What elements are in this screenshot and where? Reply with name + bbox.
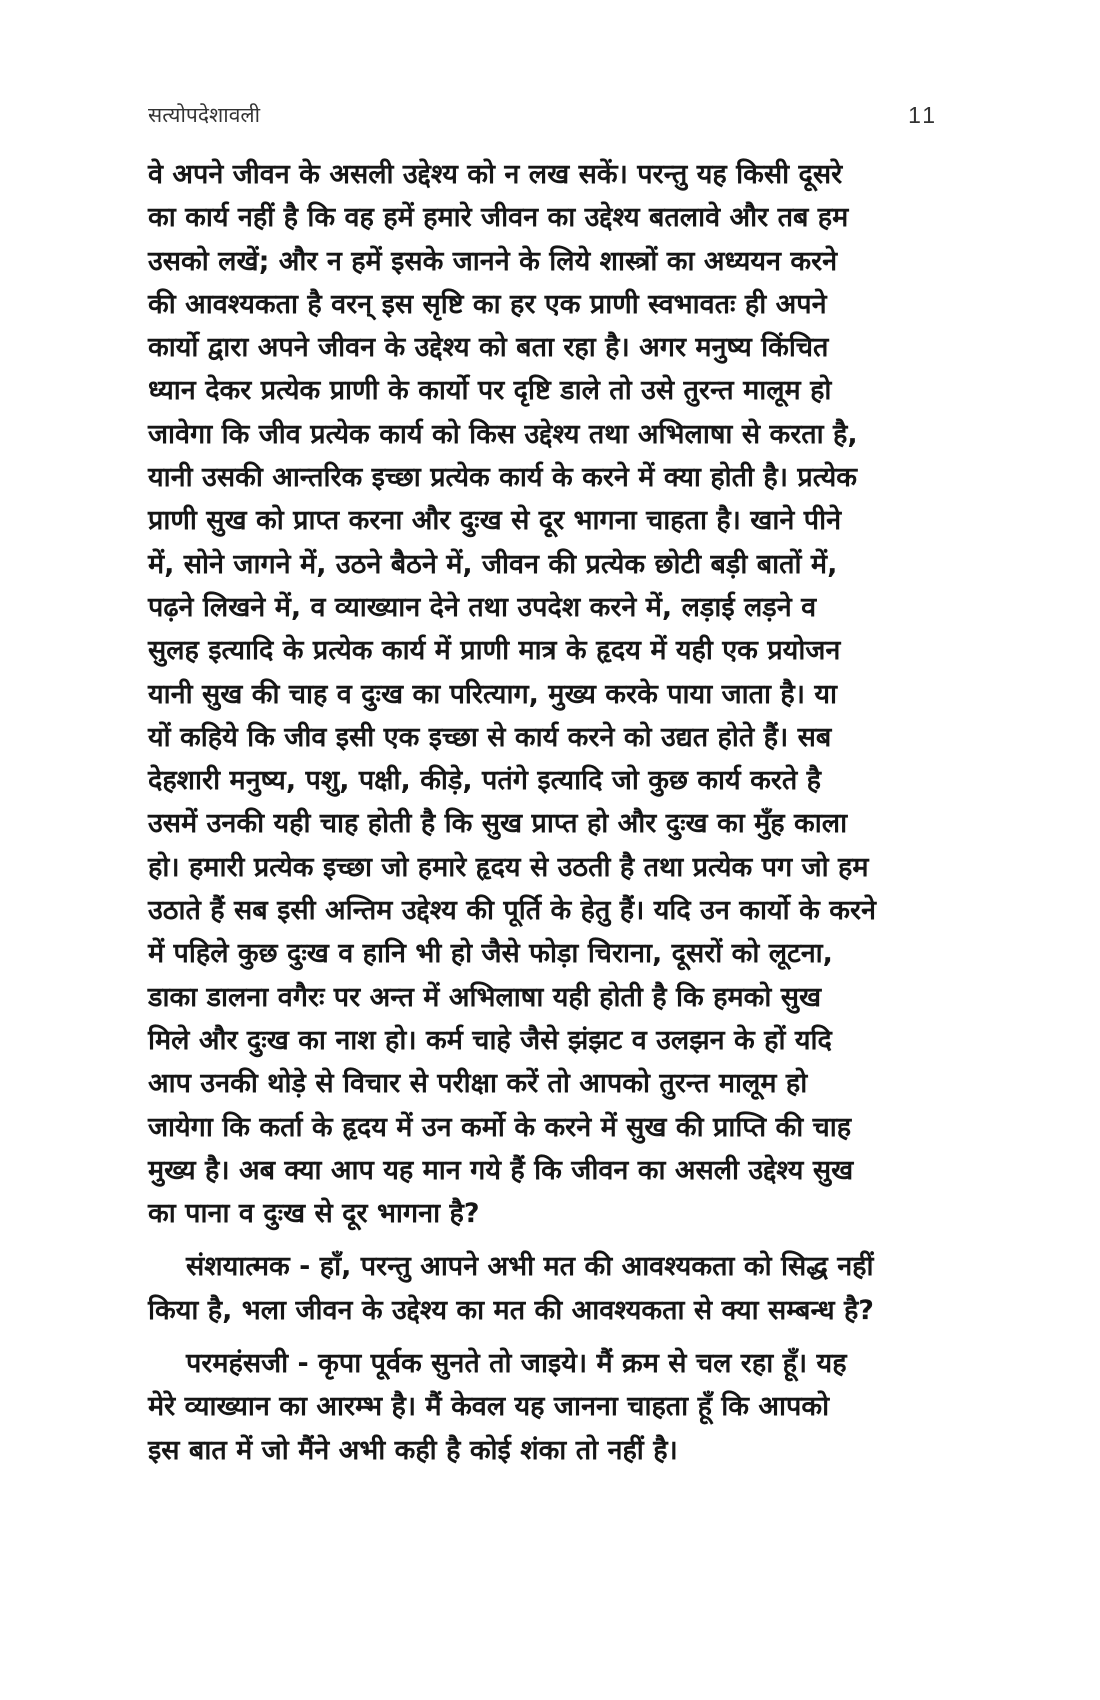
text-line: सुलह इत्यादि के प्रत्येक कार्य में प्राणी मात्र के हृदय में यही एक प्रयोजन: [148, 635, 841, 667]
text-line: जावेगा कि जीव प्रत्येक कार्य को किस उद्देश्य तथा अभिलाषा से करता है,: [148, 418, 858, 450]
text-line: पढ़ने लिखने में, व व्याख्यान देने तथा उपदेश करने में, लड़ाई लड़ने व: [148, 591, 817, 623]
text-line: मुख्य है। अब क्या आप यह मान गये हैं कि जीवन का असली उद्देश्य सुख: [148, 1154, 854, 1186]
text-line: वे अपने जीवन के असली उद्देश्य को न लख सकें। परन्तु यह किसी दूसरे: [148, 159, 843, 190]
paragraph-skeptic: [148, 1245, 938, 1332]
text-line: उसमें उनकी यही चाह होती है कि सुख प्राप्त हो और दुःख का मुँह काला: [148, 808, 848, 840]
text-line: ध्यान देकर प्रत्येक प्राणी के कार्यो पर दृष्टि डाले तो उसे तुरन्त मालूम हो: [148, 375, 832, 407]
text-line: किया है, भला जीवन के उद्देश्य का मत की आवश्यकता से क्या सम्बन्ध है?: [148, 1294, 874, 1326]
text-line: यों कहिये कि जीव इसी एक इच्छा से कार्य करने को उद्यत होते हैं। सब: [148, 721, 832, 753]
text-line: उठाते हैं सब इसी अन्तिम उद्देश्य की पूर्ति के हेतु हैं। यदि उन कार्यो के करने: [148, 895, 876, 927]
text-line: उसको लखें; और न हमें इसके जानने के लिये शास्त्रों का अध्ययन करने: [148, 245, 838, 277]
page-number: 11: [908, 102, 938, 128]
text-line: मेरे व्याख्यान का आरम्भ है। मैं केवल यह जानना चाहता हूँ कि आपको: [148, 1391, 830, 1423]
paragraph-paramhans: [148, 1342, 938, 1472]
text-line: प्राणी सुख को प्राप्त करना और दुःख से दूर भागना चाहता है। खाने पीने: [148, 505, 842, 537]
text-line: देहशारी मनुष्य, पशु, पक्षी, कीड़े, पतंगे इत्यादि जो कुछ कार्य करते है: [148, 765, 822, 797]
text-line: में, सोने जागने में, उठने बैठने में, जीवन की प्रत्येक छोटी बड़ी बातों में,: [148, 548, 838, 580]
text-line: की आवश्यकता है वरन् इस सृष्टि का हर एक प्राणी स्वभावतः ही अपने: [148, 288, 827, 320]
text-line: संशयात्मक - हाँ, परन्तु आपने अभी मत की आवश्यकता को सिद्ध नहीं: [186, 1251, 874, 1283]
text-line: मिले और दुःख का नाश हो। कर्म चाहे जैसे झंझट व उलझन के हों यदि: [148, 1024, 832, 1056]
text-line: डाका डालना वगैरः पर अन्त में अभिलाषा यही होती है कि हमको सुख: [148, 981, 822, 1013]
book-title: सत्योपदेशावली: [148, 103, 261, 127]
text-line: में पहिले कुछ दुःख व हानि भी हो जैसे फोड़ा चिराना, दूसरों को लूटना,: [148, 938, 833, 970]
paragraph-main: [148, 153, 938, 1235]
text-line: हो। हमारी प्रत्येक इच्छा जो हमारे हृदय से उठती है तथा प्रत्येक पग जो हम: [148, 851, 869, 883]
text-line: का कार्य नहीं है कि वह हमें हमारे जीवन का उद्देश्य बतलावे और तब हम: [148, 202, 849, 234]
text-line: परमहंसजी - कृपा पूर्वक सुनते तो जाइये। मैं क्रम से चल रहा हूँ। यह: [186, 1348, 847, 1380]
text-line: इस बात में जो मैंने अभी कही है कोई शंका तो नहीं है।: [148, 1434, 678, 1466]
text-line: यानी उसकी आन्तरिक इच्छा प्रत्येक कार्य के करने में क्या होती है। प्रत्येक: [148, 462, 857, 494]
body-text: [148, 153, 938, 1472]
text-line: का पाना व दुःख से दूर भागना है?: [148, 1198, 480, 1230]
running-header: [148, 100, 938, 134]
text-line: यानी सुख की चाह व दुःख का परित्याग, मुख्य करके पाया जाता है। या: [148, 678, 838, 710]
text-line: कार्यो द्वारा अपने जीवन के उद्देश्य को बता रहा है। अगर मनुष्य किंचित: [148, 332, 829, 364]
text-line: जायेगा कि कर्ता के हृदय में उन कर्मो के करने में सुख की प्राप्ति की चाह: [148, 1111, 852, 1143]
text-line: आप उनकी थोड़े से विचार से परीक्षा करें तो आपको तुरन्त मालूम हो: [148, 1068, 808, 1100]
